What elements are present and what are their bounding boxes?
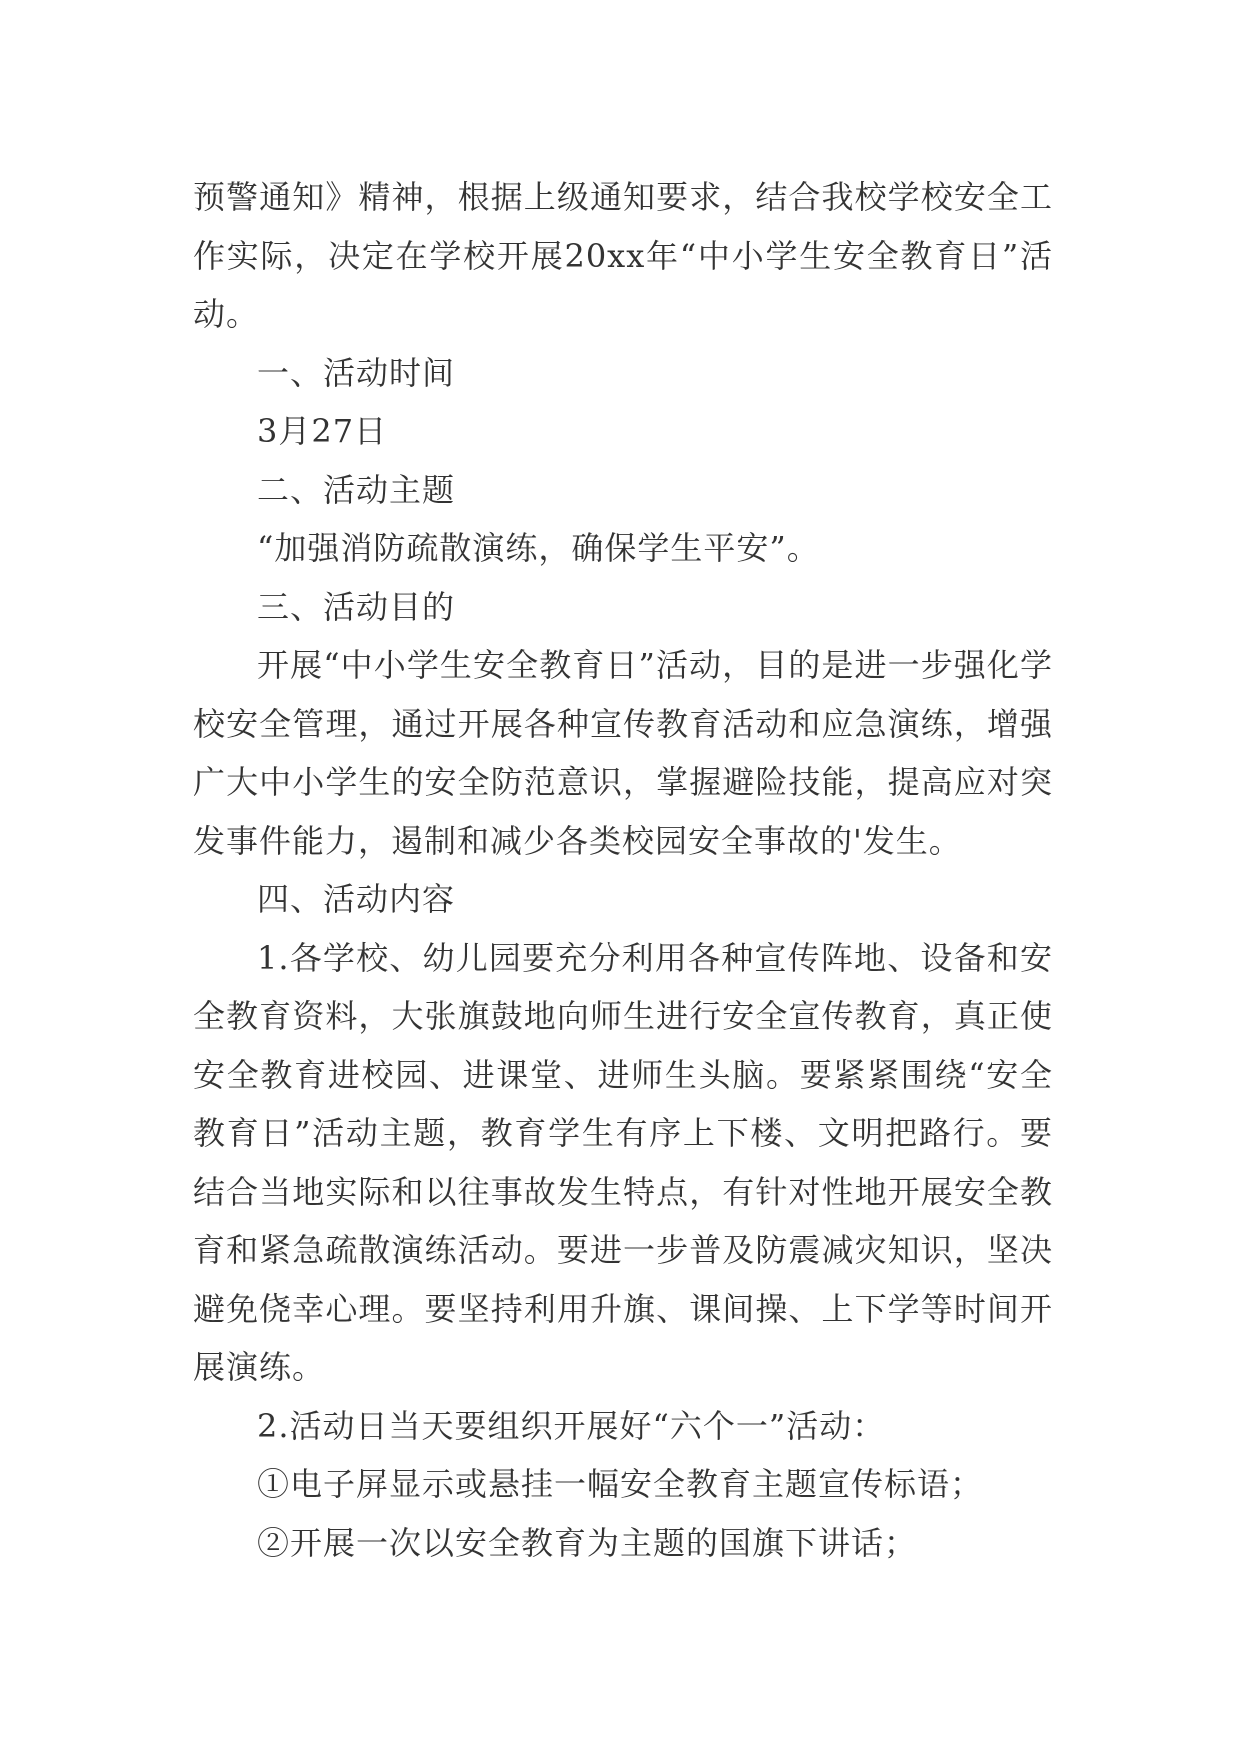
activity-date: 3月27日 <box>257 412 388 450</box>
content-item-1: 1.各学校、幼儿园要充分利用各种宣传阵地、设备和安全教育资料，大张旗鼓地向师生进行安全宣传教育，真正使安全教育进校园、进课堂、进师生头脑。要紧紧围绕“安全教育日”活动主题，教育学生有序上下楼、文明把路行。要结合当地实际和以往事故发生特点，有针对性地开展安全教育和紧急疏散演练活动。要进一步普及防震减灾知识，坚决避免侥幸心理。要坚持利用升旗、课间操、上下学等时间开展演练。 <box>193 938 1053 1386</box>
heading-activity-time: 一、活动时间 <box>257 353 456 392</box>
heading-activity-content: 四、活动内容 <box>257 880 456 918</box>
heading-activity-theme: 二、活动主题 <box>257 470 456 509</box>
paragraph-intro: 预警通知》精神，根据上级通知要求，结合我校学校安全工作实际，决定在学校开展20xx年“中小学生安全教育日”活动。 <box>193 178 1053 333</box>
activity-theme-text: “加强消防疏散演练，确保学生平安”。 <box>257 529 820 567</box>
content-subitem-1: ①电子屏显示或悬挂一幅安全教育主题宣传标语； <box>257 1465 984 1503</box>
content-subitem-2: ②开展一次以安全教育为主题的国旗下讲话； <box>257 1523 918 1562</box>
document-page <box>193 168 1053 1572</box>
content-item-2: 2.活动日当天要组织开展好“六个一”活动： <box>257 1406 886 1445</box>
activity-purpose-text: 开展“中小学生安全教育日”活动，目的是进一步强化学校安全管理，通过开展各种宣传教育活动和应急演练，增强广大中小学生的安全防范意识，掌握避险技能，提高应对突发事件能力，遏制和减少各类校园安全事故的'发生。 <box>193 646 1053 860</box>
heading-activity-purpose: 三、活动目的 <box>257 587 456 626</box>
